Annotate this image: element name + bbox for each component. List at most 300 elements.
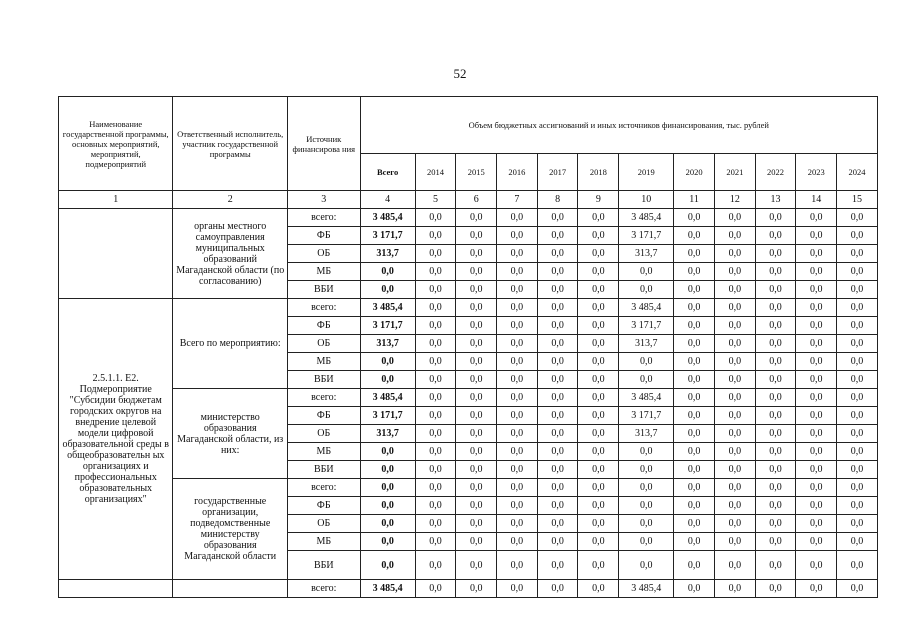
total-cell: 3 485,4 (360, 299, 415, 317)
program-name-cell (59, 209, 173, 299)
value-cell: 0,0 (796, 263, 837, 281)
value-cell: 0,0 (415, 227, 456, 245)
value-cell: 0,0 (456, 461, 497, 479)
total-cell: 0,0 (360, 533, 415, 551)
value-cell: 0,0 (415, 407, 456, 425)
value-cell: 0,0 (415, 515, 456, 533)
value-cell: 0,0 (497, 245, 538, 263)
value-cell: 0,0 (674, 353, 715, 371)
value-cell: 0,0 (456, 407, 497, 425)
table-row (59, 209, 878, 227)
value-cell: 0,0 (796, 317, 837, 335)
value-cell: 0,0 (837, 515, 878, 533)
value-cell: 0,0 (578, 479, 619, 497)
value-cell: 0,0 (755, 209, 796, 227)
value-cell: 0,0 (456, 551, 497, 580)
value-cell: 0,0 (837, 263, 878, 281)
value-cell: 0,0 (415, 263, 456, 281)
column-number: 11 (674, 191, 715, 209)
value-cell: 0,0 (714, 533, 755, 551)
value-cell: 0,0 (456, 299, 497, 317)
value-cell: 0,0 (674, 425, 715, 443)
value-cell: 0,0 (415, 317, 456, 335)
value-cell: 0,0 (497, 497, 538, 515)
value-cell: 0,0 (537, 389, 578, 407)
value-cell: 0,0 (497, 407, 538, 425)
header-year: 2020 (674, 154, 715, 191)
table-row (59, 479, 878, 497)
value-cell: 0,0 (714, 389, 755, 407)
value-cell: 0,0 (714, 461, 755, 479)
value-cell: 0,0 (837, 209, 878, 227)
value-cell: 0,0 (674, 497, 715, 515)
value-cell: 0,0 (578, 245, 619, 263)
value-cell: 0,0 (796, 335, 837, 353)
header-year: 2017 (537, 154, 578, 191)
value-cell: 0,0 (714, 281, 755, 299)
value-cell: 0,0 (578, 371, 619, 389)
source-cell: МБ (287, 533, 360, 551)
value-cell: 0,0 (674, 479, 715, 497)
value-cell: 0,0 (714, 227, 755, 245)
value-cell: 0,0 (714, 371, 755, 389)
budget-table (58, 96, 878, 598)
value-cell: 0,0 (796, 209, 837, 227)
value-cell: 0,0 (755, 443, 796, 461)
value-cell: 0,0 (578, 389, 619, 407)
column-number: 5 (415, 191, 456, 209)
value-cell: 0,0 (755, 551, 796, 580)
value-cell: 0,0 (415, 389, 456, 407)
value-cell: 0,0 (714, 580, 755, 598)
value-cell: 0,0 (497, 371, 538, 389)
column-number: 9 (578, 191, 619, 209)
value-cell: 0,0 (837, 551, 878, 580)
value-cell: 0,0 (456, 425, 497, 443)
table-row (59, 389, 878, 407)
value-cell: 0,0 (456, 389, 497, 407)
value-cell: 0,0 (837, 299, 878, 317)
value-cell: 0,0 (456, 497, 497, 515)
value-cell: 0,0 (714, 299, 755, 317)
value-cell: 0,0 (497, 479, 538, 497)
source-cell: ВБИ (287, 371, 360, 389)
value-cell: 0,0 (796, 479, 837, 497)
source-cell: ВБИ (287, 281, 360, 299)
value-cell: 0,0 (619, 515, 674, 533)
value-cell: 3 485,4 (619, 389, 674, 407)
value-cell: 0,0 (674, 281, 715, 299)
source-cell: ФБ (287, 407, 360, 425)
source-cell: ОБ (287, 245, 360, 263)
value-cell: 0,0 (537, 245, 578, 263)
value-cell: 0,0 (796, 443, 837, 461)
value-cell: 0,0 (674, 407, 715, 425)
value-cell: 0,0 (456, 515, 497, 533)
value-cell: 0,0 (619, 551, 674, 580)
value-cell: 0,0 (537, 407, 578, 425)
value-cell: 0,0 (619, 497, 674, 515)
value-cell: 0,0 (674, 299, 715, 317)
table-row (59, 580, 878, 598)
value-cell: 0,0 (456, 281, 497, 299)
value-cell: 0,0 (456, 533, 497, 551)
value-cell: 0,0 (415, 371, 456, 389)
value-cell: 0,0 (714, 245, 755, 263)
column-number: 1 (59, 191, 173, 209)
value-cell: 0,0 (755, 479, 796, 497)
value-cell: 0,0 (837, 245, 878, 263)
value-cell: 0,0 (674, 335, 715, 353)
value-cell: 0,0 (497, 580, 538, 598)
total-cell: 0,0 (360, 443, 415, 461)
total-cell: 3 171,7 (360, 317, 415, 335)
source-cell: всего: (287, 209, 360, 227)
value-cell: 0,0 (796, 461, 837, 479)
value-cell: 0,0 (537, 443, 578, 461)
value-cell: 0,0 (837, 443, 878, 461)
value-cell: 0,0 (497, 353, 538, 371)
source-cell: МБ (287, 353, 360, 371)
value-cell: 0,0 (537, 515, 578, 533)
value-cell: 0,0 (415, 299, 456, 317)
total-cell: 3 171,7 (360, 227, 415, 245)
header-volume: Объем бюджетных ассигнований и иных источников финансирования, тыс. рублей (360, 97, 877, 154)
total-cell: 3 485,4 (360, 209, 415, 227)
value-cell: 0,0 (456, 209, 497, 227)
source-cell: ОБ (287, 515, 360, 533)
source-cell: всего: (287, 580, 360, 598)
value-cell: 0,0 (837, 335, 878, 353)
source-cell: всего: (287, 389, 360, 407)
value-cell: 0,0 (497, 551, 538, 580)
value-cell: 0,0 (674, 533, 715, 551)
value-cell: 0,0 (796, 299, 837, 317)
value-cell: 0,0 (714, 407, 755, 425)
value-cell: 0,0 (497, 263, 538, 281)
value-cell: 0,0 (714, 335, 755, 353)
value-cell: 0,0 (796, 227, 837, 245)
value-cell: 0,0 (619, 281, 674, 299)
value-cell: 0,0 (415, 580, 456, 598)
value-cell: 0,0 (674, 461, 715, 479)
value-cell: 0,0 (837, 317, 878, 335)
value-cell: 0,0 (415, 533, 456, 551)
value-cell: 0,0 (674, 227, 715, 245)
responsible-cell: Всего по мероприятию: (173, 299, 287, 389)
value-cell: 0,0 (537, 299, 578, 317)
value-cell: 0,0 (456, 580, 497, 598)
responsible-cell: органы местного самоуправления муниципальных образований Магаданской области (по согласованию) (173, 209, 287, 299)
value-cell: 0,0 (456, 353, 497, 371)
value-cell: 0,0 (837, 353, 878, 371)
value-cell: 0,0 (578, 497, 619, 515)
value-cell: 0,0 (415, 425, 456, 443)
value-cell: 0,0 (755, 407, 796, 425)
value-cell: 0,0 (837, 497, 878, 515)
value-cell: 0,0 (578, 335, 619, 353)
value-cell: 0,0 (456, 479, 497, 497)
value-cell: 0,0 (755, 580, 796, 598)
value-cell: 0,0 (619, 263, 674, 281)
value-cell: 0,0 (578, 209, 619, 227)
value-cell: 0,0 (796, 551, 837, 580)
value-cell: 0,0 (796, 497, 837, 515)
value-cell: 0,0 (714, 515, 755, 533)
value-cell: 0,0 (578, 461, 619, 479)
header-year: 2022 (755, 154, 796, 191)
value-cell: 0,0 (796, 407, 837, 425)
value-cell: 0,0 (796, 580, 837, 598)
value-cell: 0,0 (578, 425, 619, 443)
value-cell: 0,0 (497, 443, 538, 461)
value-cell: 0,0 (578, 353, 619, 371)
value-cell: 0,0 (497, 227, 538, 245)
value-cell: 0,0 (415, 245, 456, 263)
total-cell: 313,7 (360, 425, 415, 443)
column-number: 10 (619, 191, 674, 209)
total-cell: 0,0 (360, 479, 415, 497)
value-cell: 0,0 (674, 245, 715, 263)
value-cell: 0,0 (755, 353, 796, 371)
value-cell: 0,0 (796, 515, 837, 533)
value-cell: 0,0 (674, 263, 715, 281)
value-cell: 0,0 (714, 443, 755, 461)
value-cell: 0,0 (619, 461, 674, 479)
value-cell: 0,0 (796, 353, 837, 371)
source-cell: ВБИ (287, 461, 360, 479)
value-cell: 0,0 (497, 299, 538, 317)
source-cell: МБ (287, 263, 360, 281)
value-cell: 313,7 (619, 245, 674, 263)
value-cell: 3 485,4 (619, 209, 674, 227)
total-cell: 313,7 (360, 335, 415, 353)
value-cell: 0,0 (497, 335, 538, 353)
value-cell: 0,0 (537, 461, 578, 479)
column-number: 6 (456, 191, 497, 209)
header-year: 2014 (415, 154, 456, 191)
header-year: 2015 (456, 154, 497, 191)
value-cell: 0,0 (755, 389, 796, 407)
value-cell: 0,0 (837, 389, 878, 407)
value-cell: 0,0 (578, 299, 619, 317)
total-cell: 0,0 (360, 497, 415, 515)
value-cell: 0,0 (537, 281, 578, 299)
value-cell: 0,0 (619, 443, 674, 461)
value-cell: 0,0 (578, 443, 619, 461)
value-cell: 0,0 (755, 299, 796, 317)
value-cell: 0,0 (415, 281, 456, 299)
value-cell: 0,0 (837, 461, 878, 479)
value-cell: 0,0 (755, 317, 796, 335)
total-cell: 313,7 (360, 245, 415, 263)
value-cell: 0,0 (537, 551, 578, 580)
value-cell: 0,0 (456, 227, 497, 245)
total-cell: 3 485,4 (360, 389, 415, 407)
value-cell: 0,0 (796, 425, 837, 443)
header-year: 2019 (619, 154, 674, 191)
source-cell: ОБ (287, 335, 360, 353)
value-cell: 0,0 (796, 245, 837, 263)
value-cell: 0,0 (415, 551, 456, 580)
value-cell: 0,0 (674, 443, 715, 461)
value-cell: 0,0 (537, 479, 578, 497)
value-cell: 0,0 (578, 580, 619, 598)
column-number: 3 (287, 191, 360, 209)
value-cell: 0,0 (755, 533, 796, 551)
value-cell: 3 171,7 (619, 317, 674, 335)
value-cell: 0,0 (537, 263, 578, 281)
value-cell: 0,0 (578, 515, 619, 533)
value-cell: 0,0 (837, 479, 878, 497)
column-number: 2 (173, 191, 287, 209)
program-name-cell: 2.5.1.1. Е2. Подмероприятие "Субсидии бюджетам городских округов на внедрение целевой модели цифровой образовательной среды в общеобразовательн ых организациях и профессиональных образовательных организациях" (59, 299, 173, 580)
total-cell: 3 171,7 (360, 407, 415, 425)
value-cell: 0,0 (755, 281, 796, 299)
value-cell: 0,0 (497, 425, 538, 443)
value-cell: 0,0 (674, 209, 715, 227)
header-year: 2023 (796, 154, 837, 191)
value-cell: 3 485,4 (619, 299, 674, 317)
value-cell: 0,0 (755, 371, 796, 389)
source-cell: ФБ (287, 227, 360, 245)
column-number: 14 (796, 191, 837, 209)
value-cell: 0,0 (837, 533, 878, 551)
responsible-cell (173, 580, 287, 598)
value-cell: 0,0 (755, 335, 796, 353)
value-cell: 3 171,7 (619, 407, 674, 425)
table-body (59, 209, 878, 598)
value-cell: 0,0 (755, 263, 796, 281)
value-cell: 0,0 (497, 281, 538, 299)
header-name: Наименование государственной программы, основных мероприятий, мероприятий, подмероприятий (59, 97, 173, 191)
value-cell: 0,0 (578, 281, 619, 299)
header-year: 2016 (497, 154, 538, 191)
value-cell: 0,0 (755, 497, 796, 515)
column-number: 13 (755, 191, 796, 209)
value-cell: 0,0 (415, 353, 456, 371)
source-cell: ВБИ (287, 551, 360, 580)
total-cell: 3 485,4 (360, 580, 415, 598)
value-cell: 0,0 (714, 551, 755, 580)
value-cell: 0,0 (456, 263, 497, 281)
value-cell: 0,0 (497, 317, 538, 335)
value-cell: 0,0 (497, 461, 538, 479)
total-cell: 0,0 (360, 263, 415, 281)
total-cell: 0,0 (360, 515, 415, 533)
value-cell: 0,0 (537, 317, 578, 335)
value-cell: 0,0 (537, 227, 578, 245)
total-cell: 0,0 (360, 281, 415, 299)
value-cell: 0,0 (415, 443, 456, 461)
responsible-cell: министерство образования Магаданской области, из них: (173, 389, 287, 479)
column-number: 4 (360, 191, 415, 209)
value-cell: 0,0 (619, 353, 674, 371)
source-cell: МБ (287, 443, 360, 461)
value-cell: 0,0 (578, 227, 619, 245)
value-cell: 0,0 (456, 317, 497, 335)
value-cell: 0,0 (674, 371, 715, 389)
value-cell: 0,0 (578, 263, 619, 281)
value-cell: 313,7 (619, 425, 674, 443)
value-cell: 0,0 (537, 497, 578, 515)
value-cell: 0,0 (537, 580, 578, 598)
total-cell: 0,0 (360, 371, 415, 389)
value-cell: 0,0 (537, 371, 578, 389)
total-cell: 0,0 (360, 353, 415, 371)
value-cell: 0,0 (415, 209, 456, 227)
value-cell: 0,0 (755, 461, 796, 479)
source-cell: всего: (287, 479, 360, 497)
value-cell: 0,0 (674, 580, 715, 598)
value-cell: 0,0 (578, 533, 619, 551)
value-cell: 0,0 (837, 425, 878, 443)
value-cell: 0,0 (714, 353, 755, 371)
value-cell: 0,0 (415, 335, 456, 353)
source-cell: ОБ (287, 425, 360, 443)
program-name-cell (59, 580, 173, 598)
value-cell: 0,0 (537, 353, 578, 371)
value-cell: 0,0 (415, 461, 456, 479)
responsible-cell: государственные организации, подведомственные министерству образования Магаданской области (173, 479, 287, 580)
value-cell: 0,0 (837, 371, 878, 389)
page-number: 52 (453, 66, 467, 81)
value-cell: 0,0 (796, 281, 837, 299)
header-year: 2018 (578, 154, 619, 191)
value-cell: 0,0 (674, 389, 715, 407)
header-year: 2021 (714, 154, 755, 191)
value-cell: 0,0 (456, 335, 497, 353)
source-cell: ФБ (287, 497, 360, 515)
value-cell: 0,0 (619, 479, 674, 497)
value-cell: 0,0 (674, 551, 715, 580)
value-cell: 0,0 (755, 245, 796, 263)
value-cell: 0,0 (456, 245, 497, 263)
header-year: 2024 (837, 154, 878, 191)
value-cell: 0,0 (755, 515, 796, 533)
value-cell: 0,0 (456, 443, 497, 461)
column-number: 12 (714, 191, 755, 209)
value-cell: 0,0 (415, 497, 456, 515)
value-cell: 0,0 (456, 371, 497, 389)
value-cell: 0,0 (674, 317, 715, 335)
value-cell: 0,0 (796, 533, 837, 551)
value-cell: 0,0 (755, 227, 796, 245)
value-cell: 0,0 (497, 515, 538, 533)
header-responsible: Ответственный исполнитель, участник государственной программы (173, 97, 287, 191)
source-cell: ФБ (287, 317, 360, 335)
column-number: 7 (497, 191, 538, 209)
value-cell: 0,0 (714, 317, 755, 335)
value-cell: 0,0 (537, 335, 578, 353)
header-source: Источник финансирова ния (287, 97, 360, 191)
value-cell: 0,0 (714, 209, 755, 227)
value-cell: 0,0 (837, 281, 878, 299)
value-cell: 0,0 (714, 479, 755, 497)
value-cell: 0,0 (714, 497, 755, 515)
value-cell: 3 485,4 (619, 580, 674, 598)
column-number: 8 (537, 191, 578, 209)
value-cell: 0,0 (837, 407, 878, 425)
total-cell: 0,0 (360, 551, 415, 580)
value-cell: 3 171,7 (619, 227, 674, 245)
value-cell: 0,0 (714, 263, 755, 281)
value-cell: 0,0 (714, 425, 755, 443)
value-cell: 0,0 (619, 371, 674, 389)
table-row (59, 299, 878, 317)
value-cell: 0,0 (619, 533, 674, 551)
column-number: 15 (837, 191, 878, 209)
